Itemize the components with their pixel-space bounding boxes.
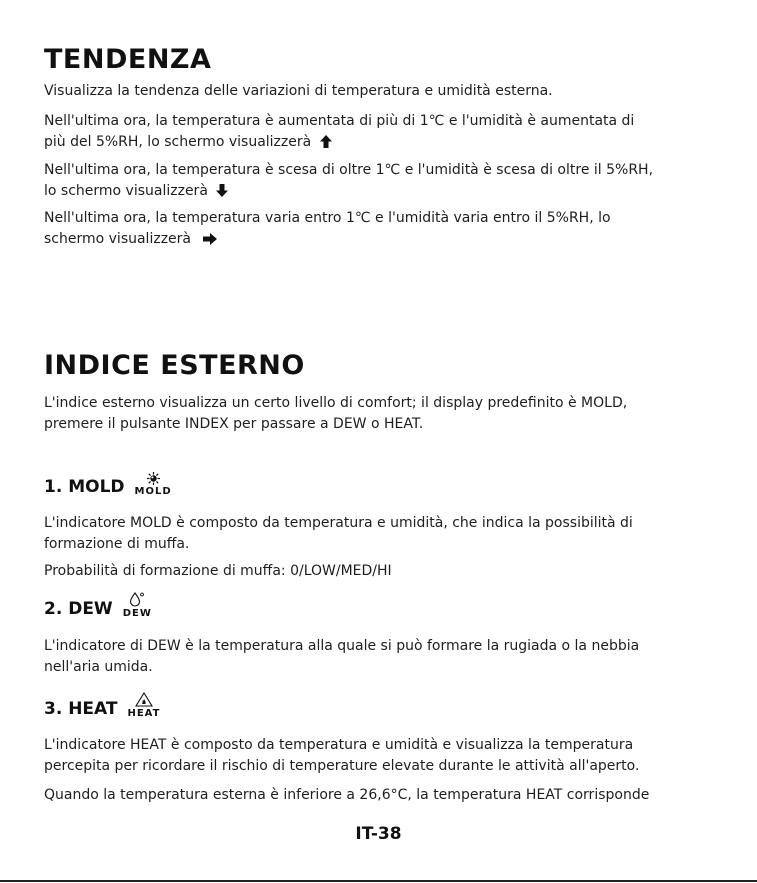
heat-heading-label: 3. HEAT — [44, 699, 118, 719]
heat-symbol — [127, 692, 160, 719]
heat-warning-icon — [135, 692, 153, 707]
trend-steady-line2: schermo visualizzerà — [44, 231, 191, 247]
trend-intro: Visualizza la tendenza delle variazioni di temperatura e umidità esterna. — [44, 83, 553, 99]
mold-symbol — [135, 472, 172, 497]
mold-description — [44, 513, 714, 555]
dew-heading-label: 2. DEW — [44, 599, 113, 619]
dew-symbol-text: DEW — [122, 608, 152, 619]
heat-heading — [44, 692, 160, 719]
arrow-right-icon — [203, 231, 217, 252]
mold-heading — [44, 472, 172, 497]
dew-symbol — [123, 592, 152, 619]
mold-symbol-text: MOLD — [134, 486, 172, 497]
heat-description — [44, 735, 714, 777]
arrow-down-icon — [216, 183, 228, 204]
index-intro-line1: L'indice esterno visualizza un certo livello di comfort; il display predefinito è MOLD, — [44, 395, 628, 411]
mold-heading-label: 1. MOLD — [44, 477, 125, 497]
heat-note: Quando la temperatura esterna è inferiore a 26,6°C, la temperatura HEAT corrisponde — [44, 787, 650, 803]
dew-description — [44, 636, 714, 678]
trend-title: TENDENZA — [44, 44, 212, 75]
trend-steady-paragraph — [44, 208, 714, 252]
index-intro-line2: premere il pulsante INDEX per passare a DEW o HEAT. — [44, 416, 424, 432]
trend-down-paragraph — [44, 160, 714, 204]
index-title: INDICE ESTERNO — [44, 350, 305, 381]
trend-up-paragraph — [44, 111, 714, 155]
trend-down-line1: Nell'ultima ora, la temperatura è scesa di oltre 1℃ e l'umidità è scesa di oltre il 5%RH, — [44, 162, 654, 178]
mold-probability: Probabilità di formazione di muffa: 0/LOW/MED/HI — [44, 563, 392, 579]
trend-down-line2: lo schermo visualizzerà — [44, 183, 208, 199]
trend-up-line1: Nell'ultima ora, la temperatura è aumentata di più di 1℃ e l'umidità è aumentata di — [44, 113, 635, 129]
mold-icon — [147, 472, 160, 485]
heat-symbol-text: HEAT — [127, 708, 161, 719]
arrow-up-icon — [320, 134, 332, 155]
page-number: IT-38 — [355, 824, 402, 844]
heat-desc-line1: L'indicatore HEAT è composto da temperatura e umidità e visualizza la temperatura — [44, 737, 634, 753]
mold-desc-line1: L'indicatore MOLD è composto da temperatura e umidità, che indica la possibilità di — [44, 515, 633, 531]
bottom-rule — [0, 880, 757, 882]
dew-desc-line1: L'indicatore di DEW è la temperatura alla quale si può formare la rugiada o la nebbia — [44, 638, 640, 654]
mold-desc-line2: formazione di muffa. — [44, 536, 190, 552]
dew-drop-icon — [129, 592, 145, 607]
dew-heading — [44, 592, 152, 619]
heat-desc-line2: percepita per ricordare il rischio di temperature elevate durante le attività all'aperto. — [44, 758, 640, 774]
dew-desc-line2: nell'aria umida. — [44, 659, 153, 675]
index-intro — [44, 393, 714, 435]
trend-steady-line1: Nell'ultima ora, la temperatura varia entro 1℃ e l'umidità varia entro il 5%RH, lo — [44, 210, 611, 226]
trend-up-line2: più del 5%RH, lo schermo visualizzerà — [44, 134, 312, 150]
